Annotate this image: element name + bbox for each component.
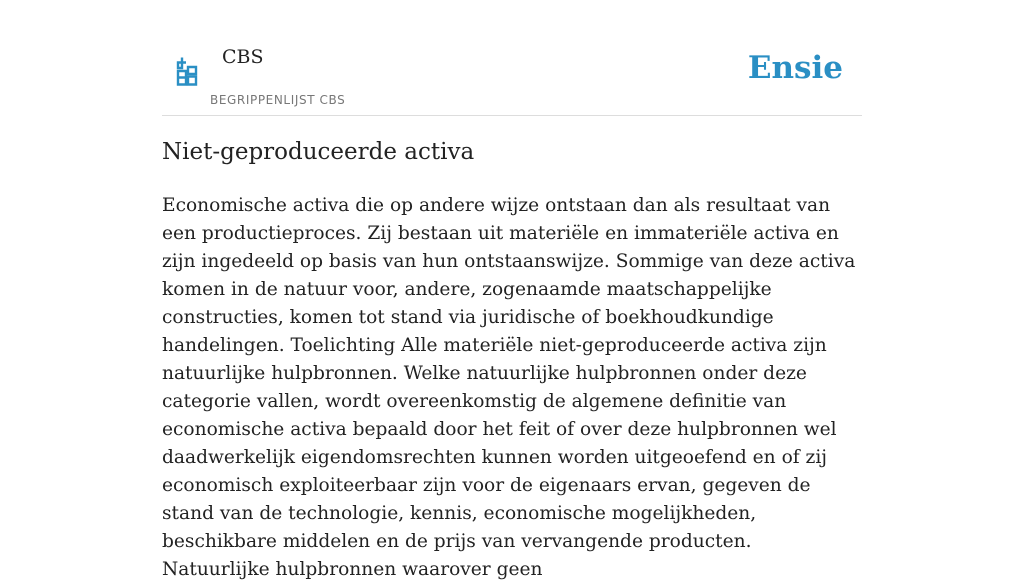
- cbs-logo-icon[interactable]: [176, 56, 198, 86]
- source-subtitle[interactable]: BEGRIPPENLIJST CBS: [210, 93, 346, 107]
- definition-text: Economische activa die op andere wijze ontstaan dan als resultaat van een productieproces. Zij bestaan uit materiële en immateriële activa en zijn ingedeeld op basis van hun ontstaanswijze. Sommige van deze activa komen in de natuur voor, andere, zogenaamde maatschappelijke constructies, komen tot stand via juridische of boekhoudkundige handelingen. Toelichting Alle materiële niet-geproduceerde activa zijn natuurlijke hulpbronnen. Welke natuurlijke hulpbronnen onder deze categorie vallen, wordt overeenkomstig de algemene definitie van economische activa bepaald door het feit of over deze hulpbronnen wel daadwerkelijk eigendomsrechten kunnen worden uitgeoefend en of zij economisch exploiteerbaar zijn voor de eigenaars ervan, gegeven de stand van de technologie, kennis, economische mogelijkheden, beschikbare middelen en de prijs van vervangende producten. Natuurlijke hulpbronnen waarover geen: [162, 195, 856, 580]
- ensie-logo[interactable]: Ensie: [747, 50, 843, 86]
- page-title: Niet-geproduceerde activa: [162, 139, 475, 165]
- definition-card: [162, 0, 862, 580]
- source-name[interactable]: CBS: [222, 46, 264, 68]
- card-header: [162, 0, 862, 116]
